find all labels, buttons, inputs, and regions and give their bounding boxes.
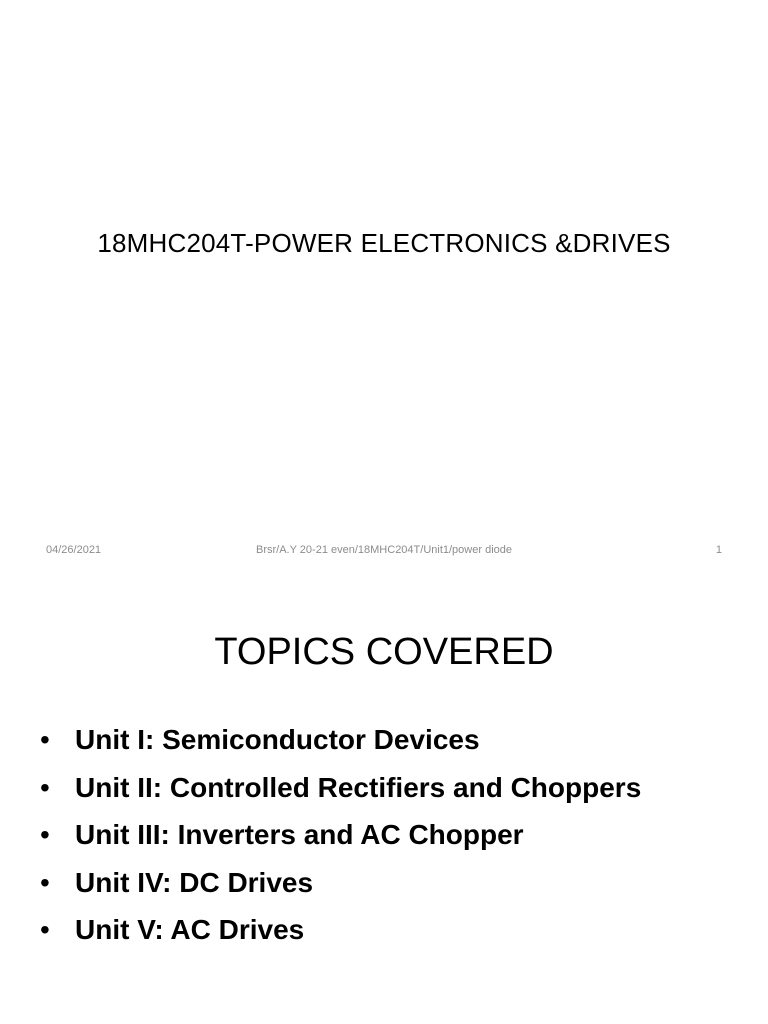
slide-title: 18MHC204T-POWER ELECTRONICS &DRIVES [97, 228, 671, 258]
topic-label: Unit IV: DC Drives [75, 866, 314, 898]
footer-page-number: 1 [715, 544, 722, 556]
topic-item [40, 859, 760, 907]
footer-date: 04/26/2021 [46, 544, 102, 556]
topic-label: Unit III: Inverters and AC Chopper [75, 819, 524, 850]
slide-title: TOPICS COVERED [214, 631, 554, 673]
topic-item [40, 906, 760, 954]
bullet-icon: • [40, 866, 50, 898]
topic-label: Unit II: Controlled Rectifiers and Choppers [75, 771, 642, 803]
topic-label: Unit V: AC Drives [75, 914, 305, 945]
bullet-icon: • [40, 724, 50, 755]
topic-list [40, 716, 760, 954]
bullet-icon: • [40, 819, 50, 850]
topic-item [40, 811, 760, 859]
footer-course-info: Brsr/A.Y 20-21 even/18MHC204T/Unit1/power diode [256, 544, 512, 556]
topic-item [40, 716, 760, 764]
bullet-icon: • [40, 771, 50, 803]
topic-item [40, 764, 760, 812]
bullet-icon: • [40, 914, 50, 945]
slide-2 [0, 576, 768, 1024]
topic-label: Unit I: Semiconductor Devices [75, 724, 480, 755]
